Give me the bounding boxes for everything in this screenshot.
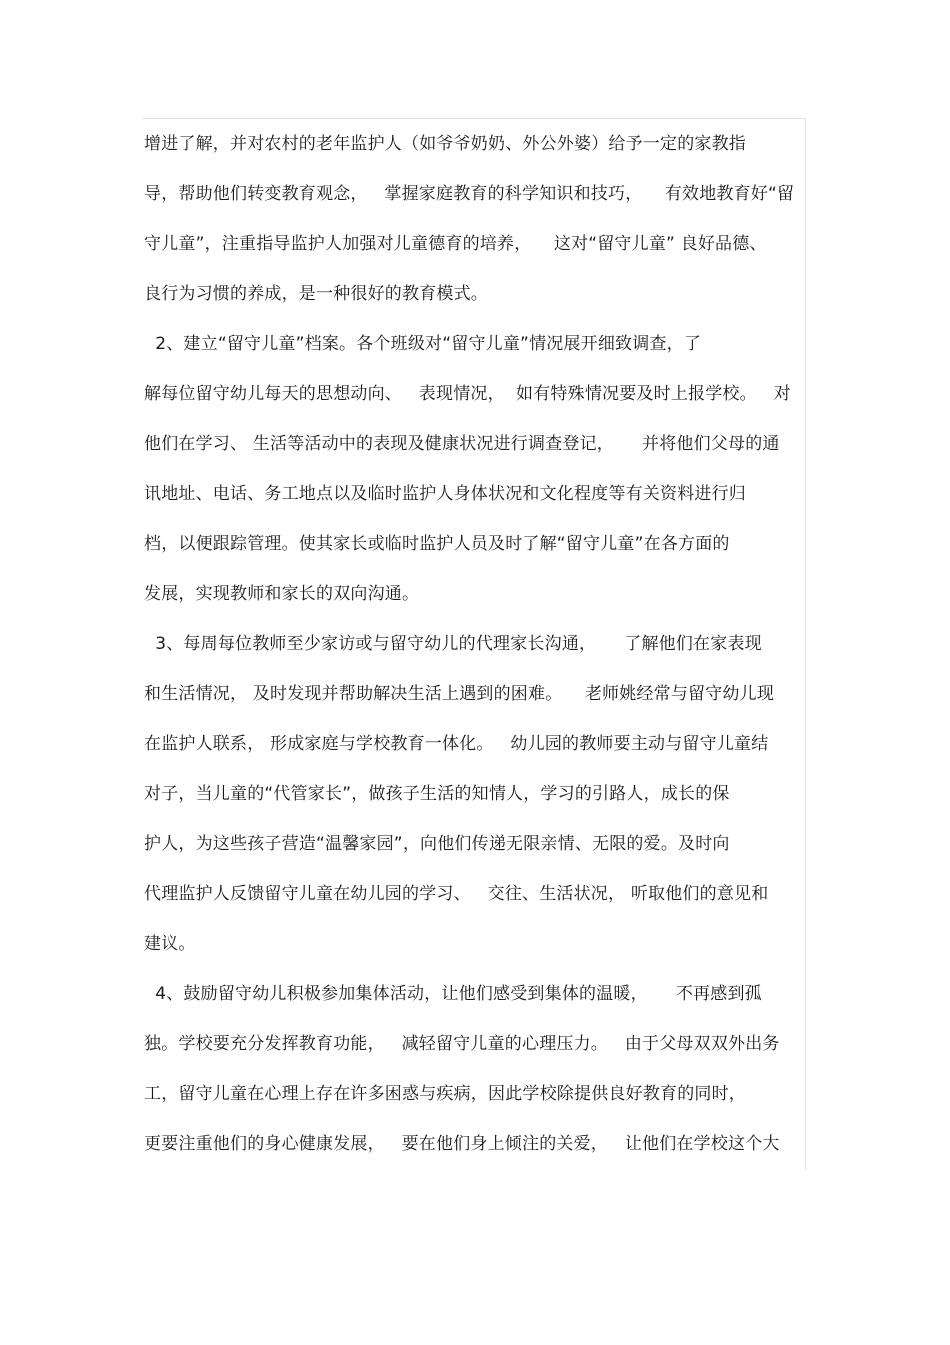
- text-line: 更要注重他们的身心健康发展， 要在他们身上倾注的关爱， 让他们在学校这个大: [144, 1134, 780, 1154]
- text-line: 建议。: [144, 934, 196, 954]
- text-line: 发展，实现教师和家长的双向沟通。: [144, 584, 420, 604]
- text-line: 他们在学习、 生活等活动中的表现及健康状况进行调查登记， 并将他们父母的通: [144, 434, 780, 454]
- text-line: 解每位留守幼儿每天的思想动向、 表现情况， 如有特殊情况要及时上报学校。 对: [144, 384, 791, 404]
- text-line: 良行为习惯的养成，是一种很好的教育模式。: [144, 284, 488, 304]
- text-line: 导，帮助他们转变教育观念， 掌握家庭教育的科学知识和技巧， 有效地教育好“留: [144, 184, 795, 204]
- text-line: 对子，当儿童的“代管家长”，做孩子生活的知情人，学习的引路人，成长的保: [144, 784, 730, 804]
- text-line: 护人，为这些孩子营造“温馨家园”，向他们传递无限亲情、无限的爱。及时向: [144, 834, 730, 854]
- text-line: 档，以便跟踪管理。使其家长或临时监护人员及时了解“留守儿童”在各方面的: [144, 534, 730, 554]
- text-line: 增进了解，并对农村的老年监护人（如爷爷奶奶、外公外婆）给予一定的家教指: [144, 134, 746, 154]
- text-line: 代理监护人反馈留守儿童在幼儿园的学习、 交往、生活状况， 听取他们的意见和: [144, 884, 769, 904]
- text-line: 在监护人联系， 形成家庭与学校教育一体化。 幼儿园的教师要主动与留守儿童结: [144, 734, 769, 754]
- text-line: 和生活情况， 及时发现并帮助解决生活上遇到的困难。 老师姚经常与留守幼儿现: [144, 684, 775, 704]
- text-line: 讯地址、电话、务工地点以及临时监护人身体状况和文化程度等有关资料进行归: [144, 484, 746, 504]
- text-line: 2、建立“留守儿童”档案。各个班级对“留守儿童”情况展开细致调查，了: [144, 334, 702, 354]
- text-line: 独。学校要充分发挥教育功能， 减轻留守儿童的心理压力。 由于父母双双外出务: [144, 1034, 780, 1054]
- text-line: 4、鼓励留守幼儿积极参加集体活动，让他们感受到集体的温暖， 不再感到孤: [144, 984, 762, 1004]
- text-line: 3、每周每位教师至少家访或与留守幼儿的代理家长沟通， 了解他们在家表现: [144, 634, 762, 654]
- text-line: 工，留守儿童在心理上存在许多困惑与疾病，因此学校除提供良好教育的同时，: [144, 1084, 746, 1104]
- text-line: 守儿童”，注重指导监护人加强对儿童德育的培养， 这对“留守儿童” 良好品德、: [144, 234, 767, 254]
